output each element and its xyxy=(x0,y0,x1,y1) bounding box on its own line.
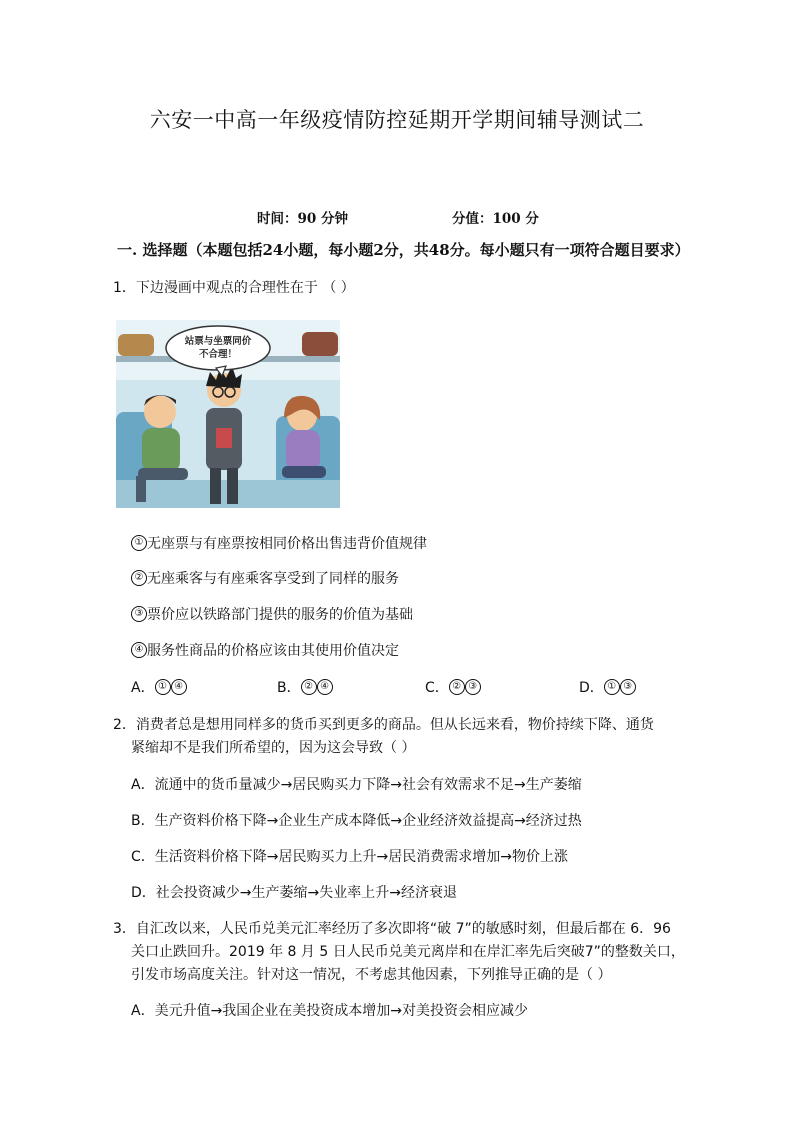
statement-number: ② xyxy=(131,570,147,586)
option-d[interactable] xyxy=(579,677,636,697)
cartoon-caption-line-2: 不合理！ xyxy=(198,349,238,360)
statement-number: ④ xyxy=(131,642,147,658)
cartoon-illustration xyxy=(116,320,340,508)
statement-number: ① xyxy=(131,535,147,551)
statement-text: 无座票与有座票按相同价格出售违背价值规律 xyxy=(147,536,427,552)
question-3-option-a[interactable]: A．美元升值→我国企业在美投资成本增加→对美投资会相应减少 xyxy=(131,1003,529,1019)
option-number: ④ xyxy=(171,679,187,695)
option-letter: A． xyxy=(131,680,155,696)
option-number: ④ xyxy=(317,679,333,695)
option-number: ① xyxy=(604,679,620,695)
option-number: ① xyxy=(155,679,171,695)
statement-1 xyxy=(131,533,427,553)
option-letter: D． xyxy=(579,680,604,696)
question-3-stem-line-2: 关口止跌回升。2019 年 8 月 5 日人民币兑美元离岸和在岸汇率先后突破7”的整数关口， xyxy=(131,944,685,960)
question-2-stem-line-1: 2．消费者总是想用同样多的货币买到更多的商品。但从长远来看，物价持续下降、通货 xyxy=(113,717,654,733)
option-letter: C． xyxy=(425,680,449,696)
option-c[interactable] xyxy=(425,677,481,697)
question-2-option-a[interactable]: A．流通中的货币量减少→居民购买力下降→社会有效需求不足→生产萎缩 xyxy=(131,777,582,793)
statement-2 xyxy=(131,568,399,588)
statement-text: 服务性商品的价格应该由其使用价值决定 xyxy=(147,643,399,659)
cartoon-caption-line-1: 站票与坐票同价 xyxy=(184,336,252,347)
section-heading: 一. 选择题（本题包括24小题，每小题2分，共48分。每小题只有一项符合题目要求） xyxy=(117,241,690,259)
option-b[interactable] xyxy=(277,677,333,697)
option-number: ② xyxy=(449,679,465,695)
question-2-option-b[interactable]: B．生产资料价格下降→企业生产成本降低→企业经济效益提高→经济过热 xyxy=(131,813,582,829)
question-3-stem-line-3: 引发市场高度关注。针对这一情况，不考虑其他因素，下列推导正确的是（ ） xyxy=(131,967,612,983)
option-number: ② xyxy=(301,679,317,695)
option-number: ③ xyxy=(465,679,481,695)
statement-3 xyxy=(131,604,413,624)
score-label: 分值：100 分 xyxy=(452,211,539,227)
option-letter: B． xyxy=(277,680,301,696)
statement-text: 票价应以铁路部门提供的服务的价值为基础 xyxy=(147,607,413,623)
page-title: 六安一中高一年级疫情防控延期开学期间辅导测试二 xyxy=(149,108,645,132)
question-3-stem-line-1: 3．自汇改以来，人民币兑美元汇率经历了多次即将“破 7”的敏感时刻，但最后都在 6．96 xyxy=(113,921,671,937)
question-2-option-c[interactable]: C．生活资料价格下降→居民购买力上升→居民消费需求增加→物价上涨 xyxy=(131,849,568,865)
question-2-stem-line-2: 紧缩却不是我们所希望的，因为这会导致（ ） xyxy=(131,740,416,756)
option-number: ③ xyxy=(620,679,636,695)
question-2-option-d[interactable]: D．社会投资减少→生产萎缩→失业率上升→经济衰退 xyxy=(131,885,457,901)
question-1-stem: 1．下边漫画中观点的合理性在于 （ ） xyxy=(113,280,355,296)
option-a[interactable] xyxy=(131,677,187,697)
time-label: 时间：90 分钟 xyxy=(257,211,348,227)
statement-text: 无座乘客与有座乘客享受到了同样的服务 xyxy=(147,571,399,587)
statement-4 xyxy=(131,640,399,660)
statement-number: ③ xyxy=(131,606,147,622)
